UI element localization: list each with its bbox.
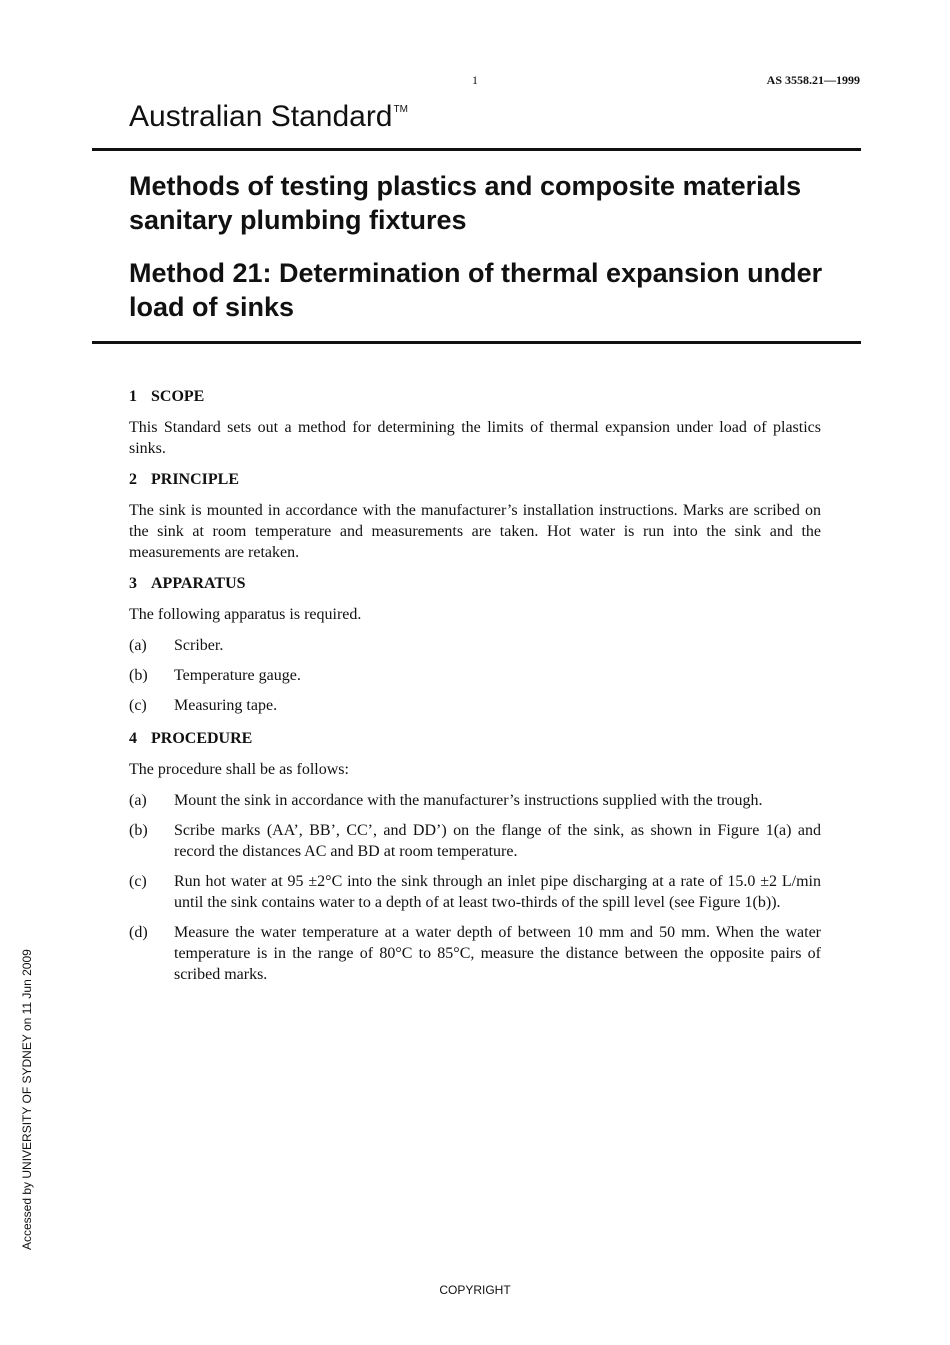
- list-item: (a) Scriber.: [129, 637, 224, 654]
- document-body: [129, 386, 821, 994]
- list-item: (b) Scribe marks (AA’, BB’, CC’, and DD’) on the flange of the sink, as shown in Figure 1(a) and record the distances AC and BD at room temperature.: [129, 822, 821, 860]
- section-principle: [129, 469, 821, 563]
- list-item: (b) Temperature gauge.: [129, 667, 301, 684]
- section-text: The sink is mounted in accordance with the manufacturer’s installation instructions. Marks are scribed on the sink at room temperature and measurements are taken. Hot water is run into the sink and the measurements are retaken.: [129, 502, 821, 561]
- section-procedure: [129, 728, 821, 985]
- list-item: (a) Mount the sink in accordance with the manufacturer’s instructions supplied with the trough.: [129, 792, 763, 809]
- section-intro: The following apparatus is required.: [129, 606, 362, 623]
- list-item: (c) Measuring tape.: [129, 697, 278, 714]
- section-text: This Standard sets out a method for determining the limits of thermal expansion under load of plastics sinks.: [129, 419, 821, 457]
- section-heading: 4 PROCEDURE: [129, 730, 253, 747]
- list-item: (d) Measure the water temperature at a water depth of between 10 mm and 50 mm. When the water temperature is in the range of 80°C to 85°C, measure the distance between the opposite pairs of scribed marks.: [129, 924, 821, 983]
- method-title: Method 21: Determination of thermal expansion under load of sinks: [129, 258, 823, 322]
- document-title: Methods of testing plastics and composite materials sanitary plumbing fixtures: [129, 171, 802, 235]
- brand-name: Australian Standard: [129, 100, 393, 133]
- list-item: (c) Run hot water at 95 ±2°C into the sink through an inlet pipe discharging at a rate of 15.0 ±2 L/min until the sink contains water to a depth of at least two-thirds of the spill level (see Figure 1(b)).: [129, 873, 821, 911]
- standard-code: AS 3558.21—1999: [766, 73, 860, 87]
- section-scope: [129, 386, 821, 459]
- copyright-footer: COPYRIGHT: [439, 1283, 511, 1297]
- bottom-rule: [92, 341, 861, 344]
- trademark-mark: TM: [393, 104, 408, 115]
- section-heading: 3 APPARATUS: [129, 575, 246, 592]
- top-rule: [92, 148, 861, 151]
- section-apparatus: [129, 573, 821, 716]
- brand-title: [129, 100, 407, 134]
- access-watermark: Accessed by UNIVERSITY OF SYDNEY on 11 Jun 2009: [20, 949, 34, 1250]
- section-intro: The procedure shall be as follows:: [129, 761, 349, 778]
- section-heading: 2 PRINCIPLE: [129, 471, 240, 488]
- section-heading: 1 SCOPE: [129, 388, 205, 405]
- page-number: 1: [472, 73, 478, 87]
